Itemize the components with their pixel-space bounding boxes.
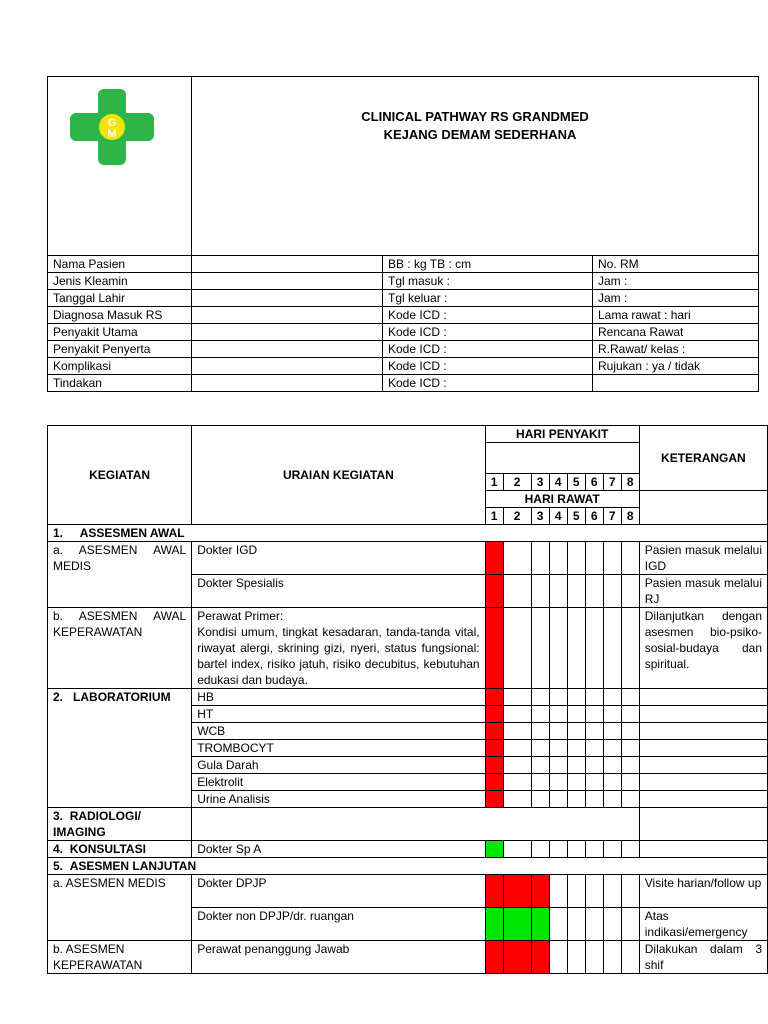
patient-cell: Kode ICD : [383,307,593,324]
day-number: 6 [585,508,603,525]
uraian-cell: Dokter DPJP [192,875,485,908]
section-label: ASESMEN LANJUTAN [69,859,197,873]
day-cell[interactable] [585,608,603,689]
day-number: 1 [485,474,503,491]
day-number: 1 [485,508,503,525]
day-cell[interactable] [621,706,639,723]
day-cell[interactable] [549,757,567,774]
uraian-cell [192,808,640,841]
keterangan-cell: Visite harian/follow up [639,875,767,908]
keterangan-cell [639,723,767,740]
uraian-heading: Perawat Primer: [197,609,284,623]
uraian-cell: Perawat penanggung Jawab [192,941,485,974]
patient-cell [593,375,759,392]
col-hari-penyakit: HARI PENYAKIT [485,426,639,443]
day-cell[interactable] [585,774,603,791]
kegiatan-label: b. ASESMEN AWAL KEPERAWATAN [48,608,192,689]
section-label: ASSESMEN AWAL [79,526,185,540]
day-cell[interactable] [567,608,585,689]
keterangan-cell [639,791,767,808]
day-cell[interactable] [585,542,603,575]
patient-cell: Kode ICD : [383,324,593,341]
day-number: 7 [603,508,621,525]
day-cell[interactable] [603,908,621,941]
day-cell[interactable] [549,740,567,757]
day-cell[interactable] [485,908,503,941]
uraian-cell [192,608,485,689]
day-cell[interactable] [585,875,603,908]
day-cell[interactable] [621,908,639,941]
section-title [48,841,192,858]
day-cell[interactable] [549,706,567,723]
day-cell[interactable] [567,875,585,908]
day-cell[interactable] [485,791,503,808]
activity-row [48,542,768,575]
day-cell[interactable] [549,689,567,706]
section-number: 4. [53,842,64,856]
day-cell[interactable] [603,791,621,808]
patient-cell[interactable] [192,256,383,273]
day-cell[interactable] [531,875,549,908]
patient-cell[interactable] [192,307,383,324]
day-cell[interactable] [621,575,639,608]
section-row [48,858,768,875]
day-cell[interactable] [621,689,639,706]
day-cell[interactable] [531,841,549,858]
page-subtitle: KEJANG DEMAM SEDERHANA [383,127,577,142]
day-cell[interactable] [603,941,621,974]
hospital-logo-icon [48,77,192,177]
day-cell[interactable] [567,706,585,723]
keterangan-cell [639,808,767,841]
lab-row [48,689,768,706]
activity-row [48,875,768,908]
patient-cell: Komplikasi [48,358,192,375]
day-cell[interactable] [485,723,503,740]
patient-cell: Rencana Rawat [593,324,759,341]
patient-cell: Kode ICD : [383,375,593,392]
day-cell[interactable] [549,608,567,689]
day-cell[interactable] [603,575,621,608]
day-cell[interactable] [603,723,621,740]
section-title [48,525,768,542]
section-title [48,808,192,841]
patient-cell[interactable] [192,375,383,392]
day-cell[interactable] [549,875,567,908]
patient-cell: No. RM [593,256,759,273]
lab-item: HB [192,689,485,706]
day-cell[interactable] [531,575,549,608]
day-cell[interactable] [531,908,549,941]
col-hari-rawat: HARI RAWAT [485,491,639,508]
title-cell [192,77,759,256]
section-number: 1. [53,526,64,540]
section-row [48,525,768,542]
day-cell[interactable] [603,689,621,706]
keterangan-cell [639,689,767,706]
day-cell[interactable] [603,774,621,791]
day-number: 7 [603,474,621,491]
day-cell[interactable] [503,575,531,608]
patient-cell: Jam : [593,290,759,307]
day-cell[interactable] [603,740,621,757]
day-cell[interactable] [503,875,531,908]
day-cell[interactable] [621,608,639,689]
header-table [47,76,759,392]
patient-cell: Penyakit Utama [48,324,192,341]
keterangan-cell: Dilakukan dalam 3 shif [639,941,767,974]
col-kegiatan: KEGIATAN [48,426,192,525]
keterangan-cell: Pasien masuk melalui IGD [639,542,767,575]
page-title: CLINICAL PATHWAY RS GRANDMED [361,109,589,124]
day-cell[interactable] [549,791,567,808]
keterangan-cell: Dilanjutkan dengan asesmen bio-psiko-sosial-budaya dan spiritual. [639,608,767,689]
day-cell[interactable] [549,723,567,740]
keterangan-cell [639,841,767,858]
patient-cell: Jam : [593,273,759,290]
day-cell[interactable] [567,908,585,941]
svg-text:M: M [107,128,117,140]
day-cell[interactable] [531,706,549,723]
patient-cell[interactable] [192,324,383,341]
day-cell[interactable] [485,774,503,791]
pathway-header-row [48,426,768,443]
day-cell[interactable] [531,608,549,689]
day-cell[interactable] [567,740,585,757]
day-cell[interactable] [485,841,503,858]
uraian-cell: Dokter Spesialis [192,575,485,608]
patient-cell: Kode ICD : [383,358,593,375]
col-uraian: URAIAN KEGIATAN [192,426,485,525]
day-cell[interactable] [503,841,531,858]
keterangan-cell [639,740,767,757]
day-cell[interactable] [603,875,621,908]
patient-cell: R.Rawat/ kelas : [593,341,759,358]
patient-cell: Tgl masuk : [383,273,593,290]
patient-row [48,375,759,392]
uraian-detail: Kondisi umum, tingkat kesadaran, tanda-tanda vital, riwayat alergi, skrining gizi, nyeri, status fungsional: bartel index, risiko jatuh, risiko decubitus, kebutuhan edukasi dan budaya. [197,625,480,687]
day-cell[interactable] [621,875,639,908]
patient-cell[interactable] [192,358,383,375]
day-cell[interactable] [485,575,503,608]
day-number: 5 [567,508,585,525]
day-cell[interactable] [621,774,639,791]
day-cell[interactable] [621,740,639,757]
patient-info [48,256,759,392]
patient-cell[interactable] [192,341,383,358]
day-cell[interactable] [531,941,549,974]
day-cell[interactable] [585,740,603,757]
section-title [48,689,192,808]
patient-cell: Jenis Kleamin [48,273,192,290]
section-title [48,858,768,875]
day-cell[interactable] [503,791,531,808]
day-cell[interactable] [567,791,585,808]
day-cell[interactable] [585,575,603,608]
day-cell[interactable] [585,941,603,974]
day-cell[interactable] [503,941,531,974]
day-cell[interactable] [567,941,585,974]
day-number: 4 [549,508,567,525]
day-cell[interactable] [485,706,503,723]
day-cell[interactable] [621,841,639,858]
section-number: 3. [53,809,64,823]
day-cell[interactable] [503,542,531,575]
kegiatan-label: b. ASESMEN KEPERAWATAN [48,941,192,974]
day-cell[interactable] [621,723,639,740]
day-cell[interactable] [585,908,603,941]
day-cell[interactable] [503,608,531,689]
day-number: 4 [549,474,567,491]
day-cell[interactable] [549,908,567,941]
day-number: 6 [585,474,603,491]
day-cell[interactable] [549,575,567,608]
patient-cell: BB : kg TB : cm [383,256,593,273]
keterangan-cell: Pasien masuk melalui RJ [639,575,767,608]
section-row [48,841,768,858]
patient-cell: Nama Pasien [48,256,192,273]
day-cell[interactable] [485,689,503,706]
day-number: 2 [503,508,531,525]
patient-cell[interactable] [192,290,383,307]
day-cell[interactable] [567,542,585,575]
day-cell[interactable] [485,542,503,575]
section-number: 2. [53,690,64,704]
day-cell[interactable] [503,706,531,723]
day-cell[interactable] [585,757,603,774]
activity-row [48,941,768,974]
keterangan-cell [639,774,767,791]
uraian-cell: Dokter Sp A [192,841,485,858]
day-cell[interactable] [531,774,549,791]
day-cell[interactable] [567,841,585,858]
day-cell[interactable] [567,723,585,740]
day-cell[interactable] [531,689,549,706]
day-cell[interactable] [549,841,567,858]
lab-item: TROMBOCYT [192,740,485,757]
section-label: RADIOLOGI/ IMAGING [53,809,142,839]
section-label: LABORATORIUM [73,690,171,704]
kegiatan-label: a. ASESMEN AWAL MEDIS [48,542,192,608]
day-cell[interactable] [503,757,531,774]
day-number: 5 [567,474,585,491]
day-cell[interactable] [503,908,531,941]
day-cell[interactable] [549,542,567,575]
patient-row [48,324,759,341]
day-number: 8 [621,508,639,525]
col-keterangan: KETERANGAN [639,426,767,491]
day-cell[interactable] [585,723,603,740]
section-row [48,808,768,841]
day-cell[interactable] [603,542,621,575]
blank-cell [485,443,639,474]
day-cell[interactable] [585,791,603,808]
uraian-cell: Dokter IGD [192,542,485,575]
day-cell[interactable] [585,706,603,723]
patient-cell: Tgl keluar : [383,290,593,307]
day-cell[interactable] [531,723,549,740]
day-cell[interactable] [585,841,603,858]
day-cell[interactable] [485,608,503,689]
kegiatan-label: a. ASESMEN MEDIS [48,875,192,941]
day-cell[interactable] [585,689,603,706]
day-cell[interactable] [567,575,585,608]
patient-cell: Lama rawat : hari [593,307,759,324]
uraian-cell: Dokter non DPJP/dr. ruangan [192,908,485,941]
lab-item: HT [192,706,485,723]
lab-item: Urine Analisis [192,791,485,808]
day-cell[interactable] [503,723,531,740]
patient-row [48,273,759,290]
day-cell[interactable] [503,774,531,791]
day-number: 8 [621,474,639,491]
lab-item: Gula Darah [192,757,485,774]
day-cell[interactable] [485,875,503,908]
day-cell[interactable] [621,757,639,774]
patient-cell: Rujukan : ya / tidak [593,358,759,375]
day-cell[interactable] [503,689,531,706]
patient-row [48,256,759,273]
day-cell[interactable] [485,740,503,757]
patient-row [48,358,759,375]
day-number: 2 [503,474,531,491]
day-cell[interactable] [567,757,585,774]
day-cell[interactable] [603,757,621,774]
patient-cell: Penyakit Penyerta [48,341,192,358]
patient-row [48,341,759,358]
patient-row [48,290,759,307]
day-cell[interactable] [503,740,531,757]
activity-row [48,608,768,689]
day-cell[interactable] [531,740,549,757]
patient-cell: Diagnosa Masuk RS [48,307,192,324]
day-number: 3 [531,508,549,525]
day-cell[interactable] [621,542,639,575]
day-cell[interactable] [531,791,549,808]
patient-row [48,307,759,324]
keterangan-cell: Atas indikasi/emergency [639,908,767,941]
day-cell[interactable] [621,791,639,808]
day-cell[interactable] [485,941,503,974]
pathway-table [47,425,768,974]
lab-item: Elektrolit [192,774,485,791]
day-cell[interactable] [531,542,549,575]
patient-cell: Kode ICD : [383,341,593,358]
day-cell[interactable] [621,941,639,974]
patient-cell[interactable] [192,273,383,290]
logo-cell [48,77,192,256]
svg-text:G: G [107,117,117,129]
day-number: 3 [531,474,549,491]
patient-cell: Tanggal Lahir [48,290,192,307]
day-cell[interactable] [603,706,621,723]
day-cell[interactable] [603,608,621,689]
day-cell[interactable] [603,841,621,858]
patient-cell: Tindakan [48,375,192,392]
day-cell[interactable] [567,774,585,791]
keterangan-cell [639,757,767,774]
day-cell[interactable] [549,941,567,974]
day-cell[interactable] [485,757,503,774]
lab-item: WCB [192,723,485,740]
keterangan-cell [639,706,767,723]
section-label: KONSULTASI [69,842,146,856]
day-cell[interactable] [531,757,549,774]
section-number: 5. [53,859,64,873]
keterangan-blank [639,491,767,525]
day-cell[interactable] [549,774,567,791]
day-cell[interactable] [567,689,585,706]
